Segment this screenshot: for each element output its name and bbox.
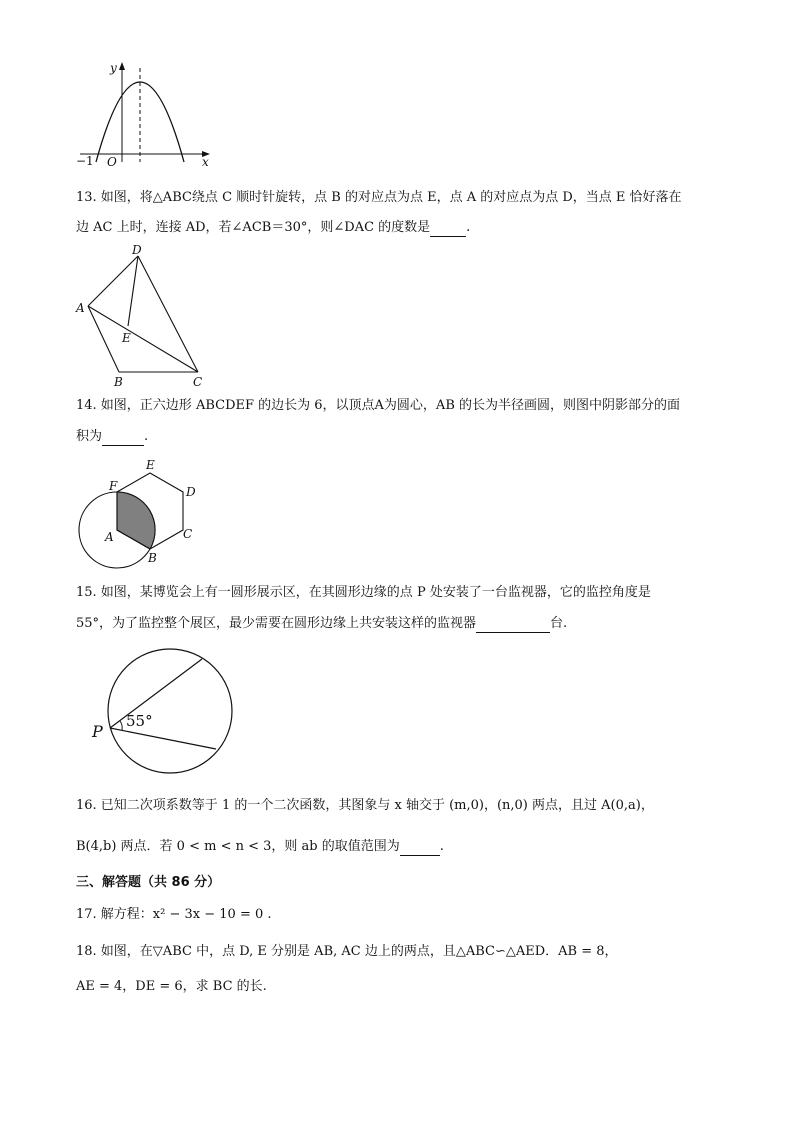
q16-line2: [76, 838, 444, 856]
q14-line1: 14. 如图，正六边形 ABCDEF 的边长为 6，以顶点A为圆心，AB 的长为半径画圆，则图中阴影部分的面: [76, 398, 680, 413]
label-A: A: [76, 301, 85, 315]
q13-line1: 13. 如图，将△ABC绕点 C 顺时针旋转，点 B 的对应点为点 E，点 A 的对应点为点 D，当点 E 恰好落在: [76, 190, 682, 205]
y-axis-arrow: [119, 62, 125, 70]
y-label: y: [110, 61, 117, 75]
parabola-curve: [96, 82, 184, 162]
segment-AD: [88, 256, 138, 306]
q14-line2: [76, 428, 148, 446]
q13-line2: [76, 219, 470, 237]
q14-hexagon-figure: [72, 452, 212, 576]
label-B: B: [114, 375, 123, 388]
q13-line2-end: .: [466, 220, 471, 235]
label-D: D: [132, 243, 142, 257]
q15-line1: 15. 如图，某博览会上有一圆形展示区，在其圆形边缘的点 P 处安装了一台监视器，它的监控角度是: [76, 585, 651, 600]
q18-line1: 18. 如图，在▽ABC 中，点 D, E 分别是 AB, AC 边上的两点，且△ABC∽△AED．AB = 8，: [76, 944, 618, 959]
label-F: F: [109, 479, 118, 493]
angle-label: 55°: [126, 712, 153, 730]
x-label: x: [202, 155, 209, 169]
q14-answer-blank: [102, 431, 144, 446]
neg-one-label: −1: [76, 154, 94, 168]
label-C: C: [183, 527, 193, 541]
q14-line2-text: 积为: [76, 429, 103, 444]
q18-line2: AE = 4，DE = 6，求 BC 的长.: [76, 979, 267, 994]
label-E: E: [122, 331, 131, 345]
q15-circle-figure: [88, 648, 238, 778]
q15-line2-text: 55°，为了监控整个展区，最少需要在圆形边缘上共安装这样的监视器: [76, 616, 477, 631]
monitor-ray-lower: [110, 728, 216, 749]
q13-triangle-figure: [72, 242, 212, 388]
q16-line2-end: .: [439, 839, 444, 854]
q15-line2: [76, 615, 567, 633]
label-D: D: [186, 485, 196, 499]
q15-answer-blank: [476, 618, 550, 633]
segment-DE: [128, 256, 138, 326]
label-C: C: [193, 375, 203, 388]
parabola-figure: [72, 58, 222, 170]
label-P: P: [92, 722, 103, 741]
label-B: B: [148, 551, 157, 565]
q13-line2-text: 边 AC 上时，连接 AD，若∠ACB＝30°，则∠DAC 的度数是: [76, 220, 431, 235]
q16-line1: 16. 已知二次项系数等于 1 的一个二次函数，其图象与 x 轴交于 (m,0)，(n,0) 两点，且过 A(0,a)，: [76, 798, 654, 813]
label-E: E: [146, 458, 155, 472]
q16-line2-text: B(4,b) 两点．若 0 < m < n < 3，则 ab 的取值范围为: [76, 839, 400, 854]
origin-label: O: [107, 155, 117, 169]
q13-answer-blank: [430, 222, 466, 237]
exhibition-circle: [108, 649, 232, 773]
section-heading: 三、解答题（共 86 分）: [76, 875, 221, 890]
q17-line: 17. 解方程：x² − 3x − 10 = 0 .: [76, 907, 272, 922]
q15-line2-end: 台.: [550, 616, 568, 631]
q14-line2-end: .: [144, 429, 149, 444]
label-A: A: [105, 530, 114, 544]
q16-answer-blank: [400, 841, 440, 856]
angle-arc: [120, 721, 122, 730]
